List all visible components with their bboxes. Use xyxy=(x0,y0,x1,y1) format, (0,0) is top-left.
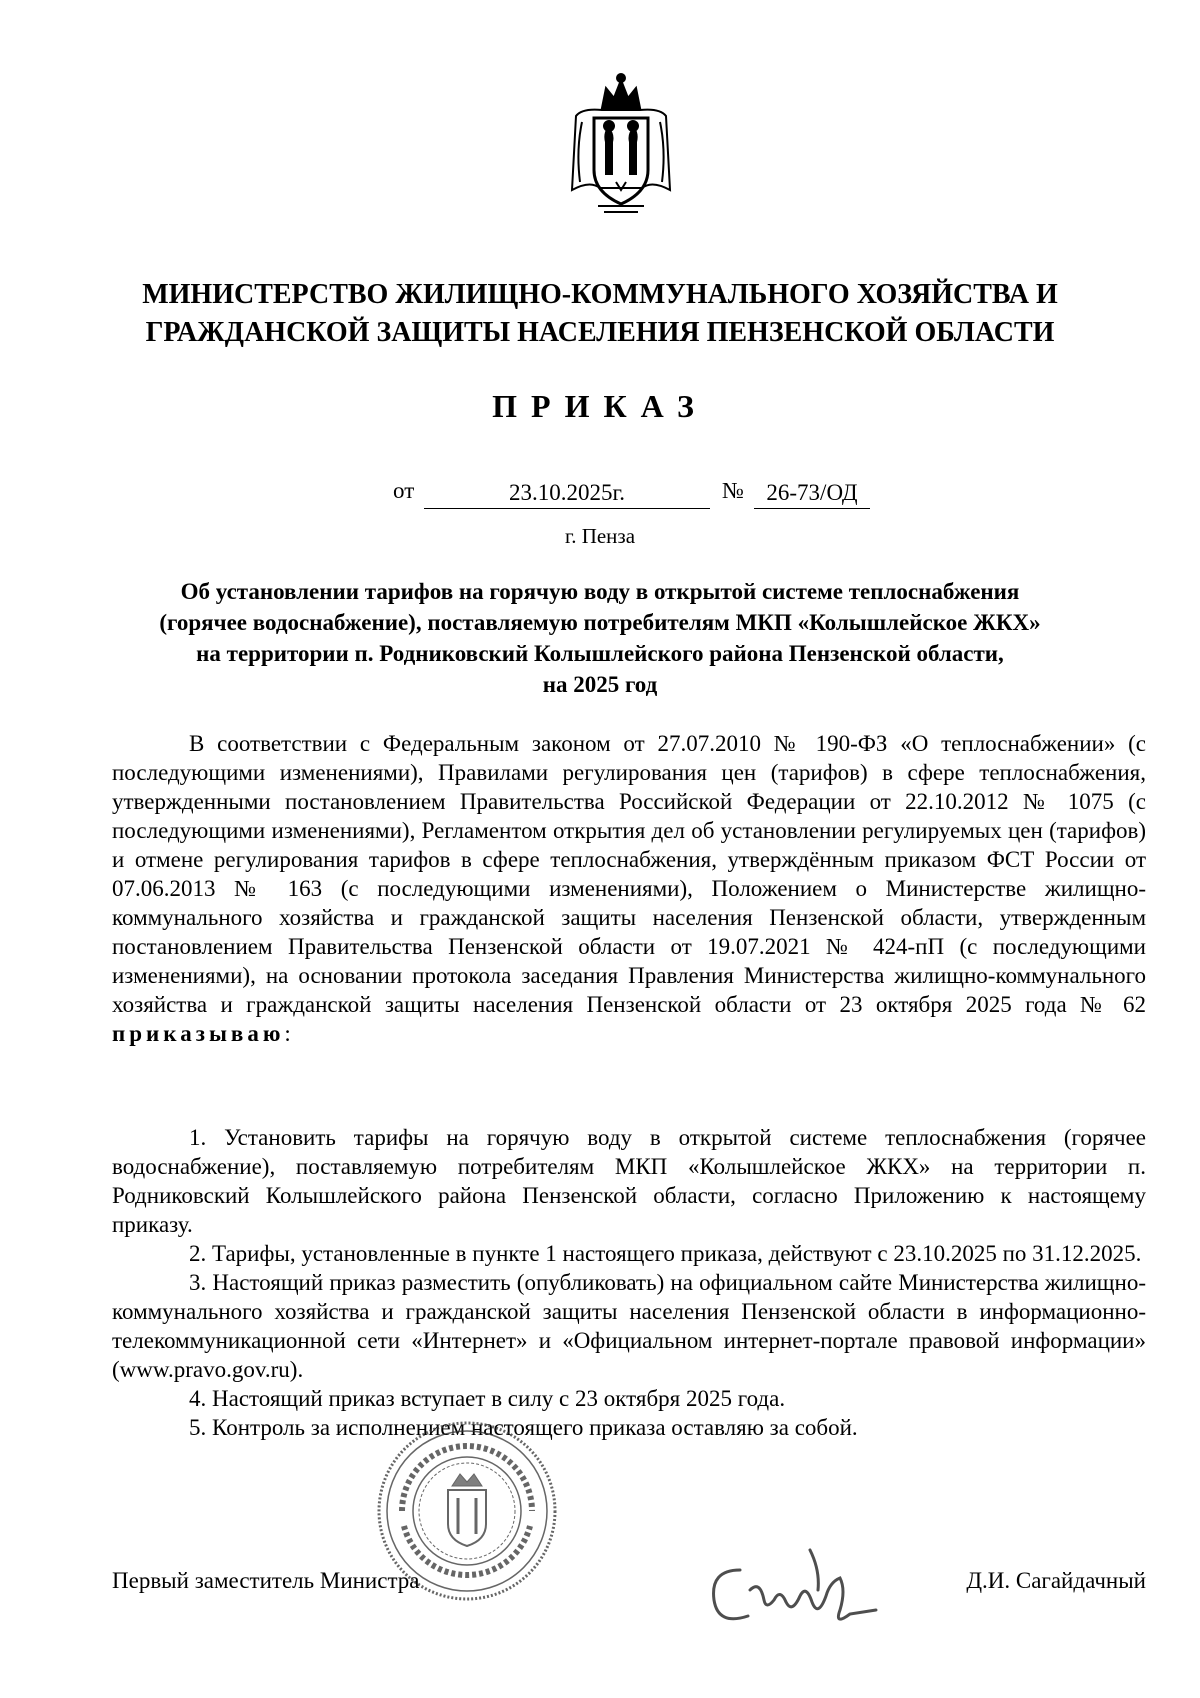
document-subject xyxy=(140,576,1060,700)
subject-line-1: Об установлении тарифов на горячую воду в открытой системе теплоснабжения xyxy=(180,579,1020,604)
ministry-line-1: МИНИСТЕРСТВО ЖИЛИЩНО-КОММУНАЛЬНОГО ХОЗЯЙСТВА И xyxy=(142,279,1058,310)
ministry-name xyxy=(110,276,1090,352)
subject-line-4: на 2025 год xyxy=(542,672,658,697)
order-item-4: 4. Настоящий приказ вступает в силу с 23 октября 2025 года. xyxy=(189,1386,786,1411)
preamble xyxy=(112,729,1146,1048)
subject-line-2: (горячее водоснабжение), поставляемую потребителям МКП «Колышлейское ЖКХ» xyxy=(159,610,1041,635)
signatory-name: Д.И. Сагайдачный xyxy=(966,1568,1146,1593)
preamble-text: В соответствии с Федеральным законом от 27.07.2010 № 190-ФЗ «О теплоснабжении» (с последующими изменениями), Правилами регулирования цен (тарифов) в сфере теплоснабжения, утвержденными постановлением Правительства Российской Федерации от 22.10.2012 № 1075 (с последующими изменениями), Регламентом открытия дел об установлении регулируемых цен (тарифов) и отмене регулирования тарифов в сфере теплоснабжения, утверждённым приказом ФСТ России от 07.06.2013 № 163 (с последующими изменениями), Положением о Министерстве жилищно-коммунального хозяйства и гражданской защиты населения Пензенской области, утвержденным постановлением Правительства Пензенской области от 19.07.2021 № 424-пП (с последующими изменениями), на основании протокола заседания Правления Министерства жилищно-коммунального хозяйства и гражданской защиты населения Пензенской области от 23 октября 2025 года № 62 xyxy=(112,731,1146,1017)
handwritten-signature xyxy=(700,1530,910,1640)
order-item-5: 5. Контроль за исполнением настоящего приказа оставляю за собой. xyxy=(189,1415,858,1440)
preamble-colon: : xyxy=(284,1021,291,1046)
document-date: 23.10.2025г. xyxy=(424,478,710,509)
number-label: № xyxy=(722,478,744,503)
order-items xyxy=(112,1123,1146,1442)
command-word: приказываю xyxy=(112,1021,285,1046)
coat-of-arms-emblem xyxy=(562,70,680,216)
order-item-2: 2. Тарифы, установленные в пункте 1 настоящего приказа, действуют с 23.10.2025 по 31.12.2025. xyxy=(189,1241,1142,1266)
ministry-line-2: ГРАЖДАНСКОЙ ЗАЩИТЫ НАСЕЛЕНИЯ ПЕНЗЕНСКОЙ ОБЛАСТИ xyxy=(145,317,1055,348)
preamble-paragraph xyxy=(112,729,1146,1048)
city: г. Пенза xyxy=(564,524,636,548)
signatory-position: Первый заместитель Министра xyxy=(112,1568,420,1593)
date-from-label: от xyxy=(393,478,415,503)
document-type-title: ПРИКАЗ xyxy=(492,388,708,424)
document-number: 26-73/ОД xyxy=(754,478,870,509)
order-item-1: 1. Установить тарифы на горячую воду в открытой системе теплоснабжения (горячее водоснабжение), поставляемую потребителям МКП «Колышлейское ЖКХ» на территории п. Родниковский Колышлейского района Пензенской области, согласно Приложению к настоящему приказу. xyxy=(112,1125,1146,1237)
order-item-3: 3. Настоящий приказ разместить (опубликовать) на официальном сайте Министерства жилищно-коммунального хозяйства и гражданской защиты населения Пензенской области в информационно-телекоммуникационной сети «Интернет» и «Официальном интернет-портале правовой информации» (www.pravo.gov.ru). xyxy=(112,1270,1146,1382)
subject-line-3: на территории п. Родниковский Колышлейского района Пензенской области, xyxy=(196,641,1004,666)
